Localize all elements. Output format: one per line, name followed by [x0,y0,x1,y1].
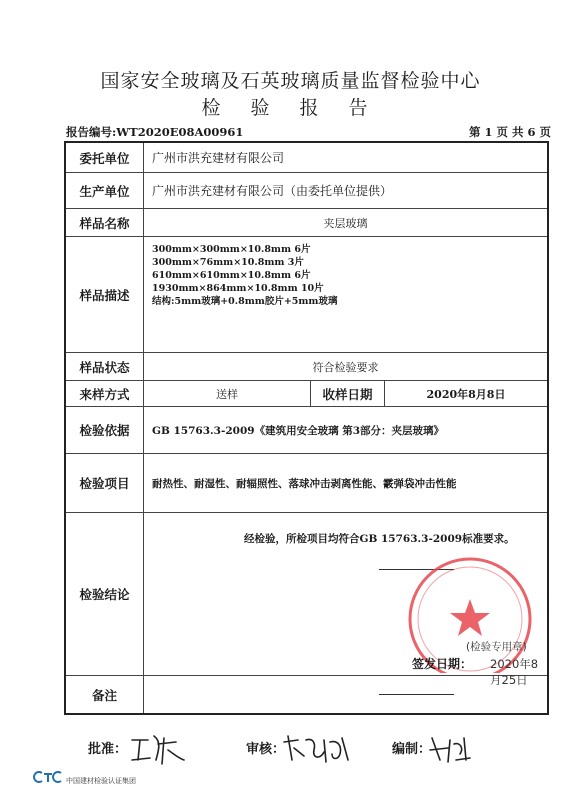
sample-desc-label: 样品描述 [66,237,144,353]
items-value: 耐热性、耐湿性、耐辐照性、落球冲击剥离性能、霰弹袋冲击性能 [144,454,547,513]
basis-value: GB 15763.3-2009《建筑用安全玻璃 第3部分：夹层玻璃》 [144,407,547,454]
compile-label: 编制： [392,742,432,757]
producer-value: 广州市洪充建材有限公司（由委托单位提供） [144,173,547,209]
ctc-logo [33,770,63,784]
items-label: 检验项目 [66,454,144,513]
report-number: 报告编号:WT2020E08A00961 [66,125,244,139]
remarks-label: 备注 [66,676,144,713]
sample-desc-line: 300mm×300mm×10.8mm 6片 [152,244,311,255]
approve-label: 批准： [88,742,128,757]
remarks-value [144,676,547,713]
report-table [64,141,549,715]
approver-signature [128,730,188,766]
reviewer-signature [280,730,352,766]
group-name: 中国建材检验认证集团 [66,777,136,785]
review-label: 审核： [246,742,286,757]
conclusion-area [144,513,547,687]
conclusion-text: 经检验，所检项目均符合GB 15763.3-2009标准要求。 [244,533,515,545]
remarks-divider [379,694,454,695]
sample-state-value: 符合检验要求 [144,353,547,381]
report-title: 检 验 报 告 [201,97,380,119]
sample-desc-line: 610mm×610mm×10.8mm 6片 [152,270,311,281]
sign-date-label: 签发日期： [412,657,473,671]
page-indicator: 第 1 页 共 6 页 [468,125,551,139]
receipt-date-value: 2020年8月8日 [385,381,547,407]
sample-name-label: 样品名称 [66,209,144,237]
sample-name-value: 夹层玻璃 [144,209,547,237]
institution-title: 国家安全玻璃及石英玻璃质量监督检验中心 [100,70,481,92]
receipt-date-label: 收样日期 [311,381,385,407]
compiler-signature [426,730,472,766]
seal-use-note: (检验专用章) [466,641,527,653]
sample-desc-line: 300mm×76mm×10.8mm 3片 [152,257,304,268]
client-value: 广州市洪充建材有限公司 [144,143,547,173]
sign-date-value: 2020年8月25日 [490,657,539,687]
producer-label: 生产单位 [66,173,144,209]
conclusion-label: 检验结论 [66,513,144,676]
sample-desc-line: 1930mm×864mm×10.8mm 10片 [152,283,324,294]
delivery-label: 来样方式 [66,381,144,407]
sample-desc-value [144,237,547,353]
sample-state-label: 样品状态 [66,353,144,381]
basis-label: 检验依据 [66,407,144,454]
sample-desc-line: 结构:5mm玻璃+0.8mm胶片+5mm玻璃 [152,296,338,307]
client-label: 委托单位 [66,143,144,173]
delivery-value: 送样 [144,381,311,407]
